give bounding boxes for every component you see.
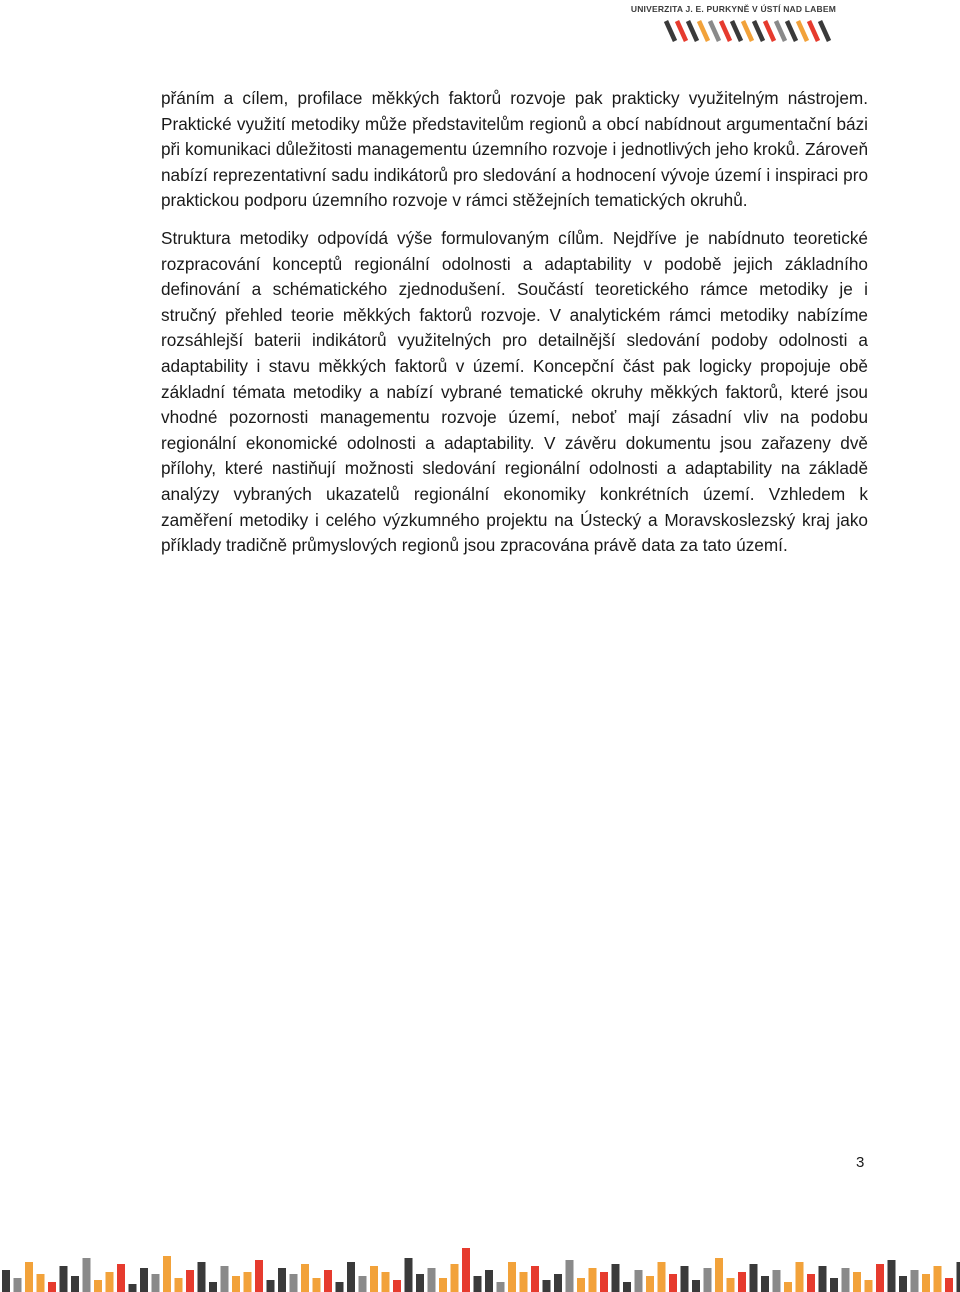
footer-bar	[623, 1282, 631, 1292]
footer-bar	[209, 1282, 217, 1292]
footer-bar	[704, 1268, 712, 1292]
footer-bar	[681, 1266, 689, 1292]
footer-bar	[14, 1278, 22, 1292]
university-name: UNIVERZITA J. E. PURKYNĚ V ÚSTÍ NAD LABEM	[630, 4, 836, 14]
footer-bar	[899, 1276, 907, 1292]
footer-bar	[37, 1274, 45, 1292]
footer-bar	[416, 1274, 424, 1292]
footer-bar	[669, 1274, 677, 1292]
footer-bar	[313, 1278, 321, 1292]
footer-bar	[577, 1278, 585, 1292]
footer-bar	[830, 1278, 838, 1292]
footer-bar	[25, 1262, 33, 1292]
footer-bar	[244, 1272, 252, 1292]
paragraph-1: přáním a cílem, profilace měkkých faktorů rozvoje pak prakticky využitelným nástrojem. Praktické využití metodiky může představitelům regionů a obcí nabídnout argumentační bázi při komunikaci důležitosti managementu územního rozvoje i jednotlivých jeho kroků. Zároveň nabízí reprezentativní sadu indikátorů pro sledování a hodnocení vývoje území i inspiraci pro praktickou podporu územního rozvoje v rámci stěžejních tematických okruhů.	[161, 88, 868, 211]
footer-bar	[945, 1278, 953, 1292]
footer-bar	[635, 1270, 643, 1292]
footer-bar	[485, 1270, 493, 1292]
footer-bar	[71, 1276, 79, 1292]
footer-bar	[692, 1280, 700, 1292]
ujep-logo-icon	[662, 17, 838, 45]
footer-bar	[876, 1264, 884, 1292]
footer-bar	[439, 1278, 447, 1292]
footer-bar	[531, 1266, 539, 1292]
footer-bar	[462, 1248, 470, 1292]
footer-bar	[83, 1258, 91, 1292]
ujep-footer-bars-icon	[0, 1244, 960, 1292]
footer-bar	[60, 1266, 68, 1292]
footer-bar	[554, 1274, 562, 1292]
footer-bar	[428, 1268, 436, 1292]
footer-bar	[382, 1272, 390, 1292]
footer-bar	[129, 1284, 137, 1292]
footer-bar	[819, 1266, 827, 1292]
footer-bar	[267, 1280, 275, 1292]
document-body	[161, 86, 868, 571]
footer-bar	[750, 1264, 758, 1292]
footer-bar	[911, 1270, 919, 1292]
footer-bar	[842, 1268, 850, 1292]
footer-bar	[497, 1282, 505, 1292]
footer-bar	[853, 1272, 861, 1292]
footer-bar	[807, 1274, 815, 1292]
footer-bar	[646, 1276, 654, 1292]
footer-bar	[796, 1262, 804, 1292]
footer-bar	[106, 1272, 114, 1292]
footer-bar	[175, 1278, 183, 1292]
footer-bar	[922, 1274, 930, 1292]
footer-bar	[888, 1260, 896, 1292]
footer-bar	[94, 1280, 102, 1292]
footer-bar	[301, 1264, 309, 1292]
footer-bar	[658, 1262, 666, 1292]
footer-bar	[566, 1260, 574, 1292]
footer-bar	[393, 1280, 401, 1292]
footer-bar	[324, 1270, 332, 1292]
footer-bar	[934, 1266, 942, 1292]
footer-bar	[508, 1262, 516, 1292]
footer-bar	[474, 1276, 482, 1292]
footer-bar	[255, 1260, 263, 1292]
footer-bar	[221, 1266, 229, 1292]
footer-bar	[520, 1272, 528, 1292]
footer-bar	[359, 1276, 367, 1292]
footer-bar	[784, 1282, 792, 1292]
footer-bar	[773, 1270, 781, 1292]
footer-bar	[2, 1270, 10, 1292]
footer-bar	[600, 1272, 608, 1292]
footer-bar	[186, 1270, 194, 1292]
footer-bar	[715, 1258, 723, 1292]
footer-bar	[117, 1264, 125, 1292]
footer-bar	[589, 1268, 597, 1292]
footer-bar	[163, 1256, 171, 1292]
footer-bar	[290, 1274, 298, 1292]
page-number: 3	[856, 1154, 865, 1171]
footer-bar	[278, 1268, 286, 1292]
footer-bar	[612, 1264, 620, 1292]
university-logo	[630, 4, 836, 44]
footer-bar	[232, 1276, 240, 1292]
footer-bar	[370, 1266, 378, 1292]
footer-bar	[738, 1272, 746, 1292]
footer-bar	[865, 1280, 873, 1292]
footer-bar	[727, 1278, 735, 1292]
footer-bar	[140, 1268, 148, 1292]
footer-bar	[336, 1282, 344, 1292]
footer-bar	[957, 1262, 960, 1292]
footer-bar	[543, 1280, 551, 1292]
footer-bar	[198, 1262, 206, 1292]
paragraph-2: Struktura metodiky odpovídá výše formulovaným cílům. Nejdříve je nabídnuto teoretické rozpracování konceptů regionální odolnosti a adaptability v podobě jejich základního definování a schématického zjednodušení. Součástí teoretického rámce metodiky je i stručný přehled teorie měkkých faktorů rozvoje. V analytickém rámci metodiky nabízíme rozsáhlejší baterii indikátorů využitelných pro detailnější sledování podoby odolnosti a adaptability i stavu měkkých faktorů v území. Koncepční část pak logicky propojuje obě základní témata metodiky a nabízí vybrané tematické okruhy měkkých faktorů, které jsou vhodné pozornosti managementu rozvoje území, neboť mají zásadní vliv na podobu regionální ekonomické odolnosti a adaptability. V závěru dokumentu jsou zařazeny dvě přílohy, které nastiňují možnosti sledování regionální odolnosti a adaptability na základě analýzy vybraných ukazatelů regionální ekonomiky konkrétních území. Vzhledem k zaměření metodiky i celého výzkumného projektu na Ústecký a Moravskoslezský kraj jako příklady tradičně průmyslových regionů jsou zpracována právě data za tato území.	[161, 227, 868, 556]
footer-bar	[48, 1282, 56, 1292]
footer-bar	[347, 1262, 355, 1292]
footer-bar	[405, 1258, 413, 1292]
footer-bar	[152, 1274, 160, 1292]
footer-bar	[761, 1276, 769, 1292]
footer-bar	[451, 1264, 459, 1292]
